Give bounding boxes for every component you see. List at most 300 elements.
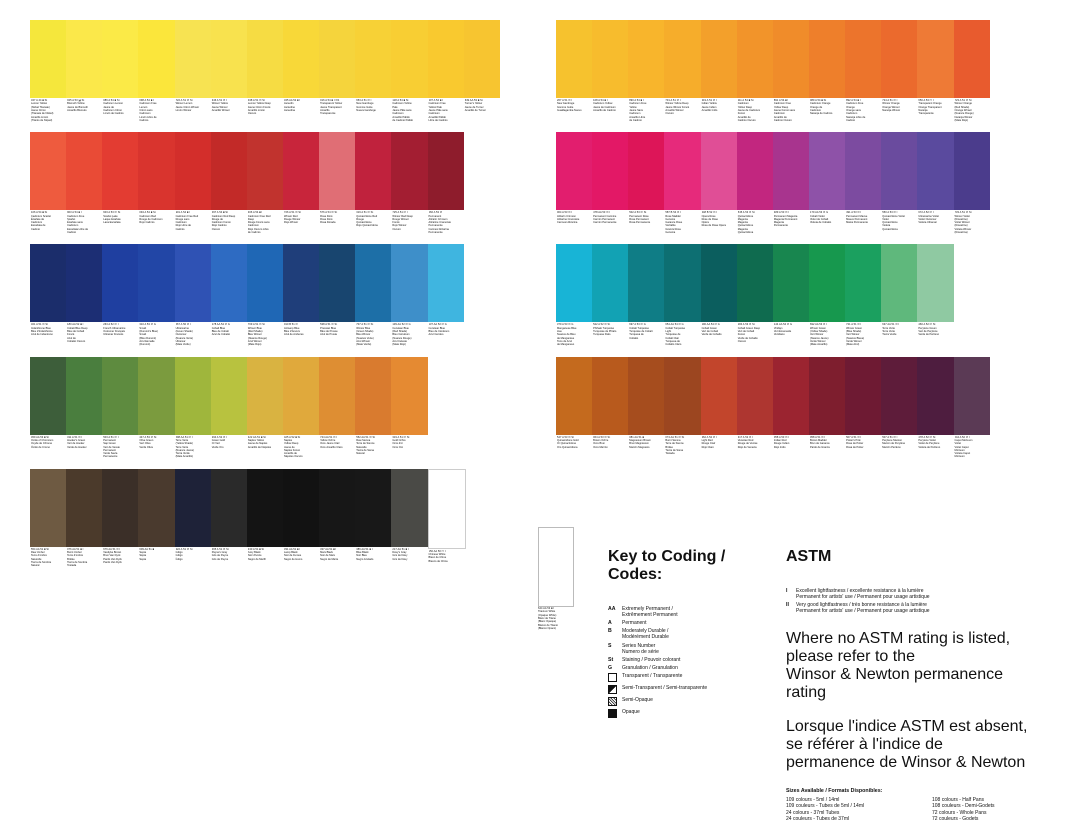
swatch-code: 653 A 51 ☑ I — [356, 99, 372, 102]
swatch-name-line: Turquoise de — [665, 333, 681, 337]
swatch-code: 064 A 53 ☑ St — [593, 435, 611, 439]
colour-swatch — [355, 469, 391, 568]
swatch-name-line: (Mate Verde) — [175, 343, 191, 347]
swatch-colour-patch — [737, 244, 773, 322]
swatch-code: 310 A 53 ☑ G — [139, 323, 156, 327]
swatch-meta — [737, 322, 773, 343]
colour-swatch — [319, 132, 355, 234]
colour-swatch — [664, 244, 700, 346]
colour-swatch — [102, 244, 138, 346]
colour-swatch — [881, 357, 917, 459]
swatch-code: 649 AA 53 ■ St — [464, 99, 483, 102]
swatch-name-line: Tierra de Sombra — [31, 561, 52, 565]
swatch-name-line: Sepia — [139, 557, 147, 561]
swatch-name-line: Burnt Umber — [67, 551, 82, 555]
swatch-colour-patch — [283, 244, 319, 322]
swatch-name-line: Jaune Pâle sans — [392, 109, 412, 112]
swatch-code: 744 AA 51 ☑ I — [320, 435, 338, 439]
swatch-name-line: Negro de Humo — [283, 557, 303, 561]
swatch-name-line: Antwerp Blue — [283, 326, 300, 330]
swatch-name — [31, 551, 65, 567]
swatch-colour-patch — [592, 132, 628, 210]
swatch-name-line: Terre d'ombre — [67, 554, 84, 558]
swatch-name-line: Tierra Verde — [175, 452, 190, 456]
colour-swatch — [737, 20, 773, 122]
swatch-name-line: Violet de Cobalt — [809, 217, 829, 221]
swatch-row — [556, 132, 1026, 234]
legend-item-text: Transparent / Transparente — [622, 673, 683, 680]
swatch-name-line: Cobalt Clair — [665, 336, 679, 340]
swatch-name — [810, 439, 844, 449]
swatch-name-line: Gris de Davy — [392, 557, 408, 561]
swatch-code: 603 A 53 ☑ St — [103, 211, 121, 215]
swatch-code: 709 A 51 ☑ St — [247, 323, 265, 327]
swatch-name-line: (Dioxazine) — [954, 217, 968, 221]
swatch-name-line: Blanc de Titane — [538, 617, 556, 620]
legend-item-text: Opaque — [622, 709, 640, 716]
swatch-name-line: Véritable — [665, 224, 676, 228]
swatch-code: 058 A 51 ☑ I — [809, 435, 826, 439]
swatch-colour-patch — [30, 357, 66, 435]
swatch-meta — [175, 435, 211, 459]
swatch-name-line: Cadmio — [139, 118, 149, 122]
swatch-code: 347 A 44 ■ St — [31, 99, 48, 102]
swatch-meta — [30, 322, 66, 336]
swatch-meta — [701, 210, 737, 228]
swatch-name-line: Genuine — [665, 217, 676, 221]
swatch-name-line: Titanium White — [538, 610, 556, 614]
swatch-code: 545 A 53 ☑ St — [737, 211, 755, 215]
swatch-name-line: (Blue Shade) — [846, 330, 862, 334]
swatch-name-line: Vert de Perylène — [918, 330, 938, 334]
swatch-colour-patch — [881, 20, 917, 98]
swatch-name — [774, 215, 808, 228]
swatch-name-line: Alizarine Cramoisie — [557, 217, 580, 221]
swatch-name-line: Marron de Perylène — [882, 442, 906, 446]
swatch-code: 707 A 51 ☑ St — [356, 323, 374, 327]
swatch-name-line: Amarillo Bismuto — [67, 109, 87, 112]
swatch-name-line: Quinacridone — [356, 221, 372, 225]
legend-item-text: Granulation / Granulation — [622, 665, 678, 672]
legend-key-title: Key to Coding / Codes: — [608, 548, 726, 584]
swatch-meta — [592, 435, 628, 449]
swatch-meta — [809, 98, 845, 116]
swatch-meta — [428, 549, 464, 563]
colour-swatch — [211, 357, 247, 459]
swatch-name-line: Payne's Gray — [211, 551, 228, 555]
swatch-meta — [30, 98, 66, 122]
colour-swatch — [138, 132, 174, 234]
swatch-name-line: (Bleu Dumont) — [139, 336, 157, 340]
swatch-name-line: Olive Green — [139, 438, 154, 442]
swatch-code: 058 A 53 ☑ I — [773, 435, 790, 439]
swatch-name-line: Deep — [247, 217, 255, 221]
swatch-name-line: Verde de Hooker — [67, 445, 87, 449]
swatch-name — [629, 327, 663, 340]
swatch-name — [176, 327, 210, 347]
swatch-name-line: Tostada — [67, 564, 77, 568]
swatch-name-line: Noir Bleu — [356, 554, 367, 558]
swatch-meta — [464, 98, 500, 112]
swatch-colour-patch — [102, 469, 138, 547]
swatch-code: 698 AA 51 ☑ I — [175, 435, 193, 439]
swatch-name-line: Nueva Gamboge — [356, 109, 376, 112]
colour-swatch — [664, 357, 700, 459]
swatch-meta — [917, 98, 953, 116]
swatch-name-line: de Manganèse — [557, 336, 575, 340]
swatch-code: 650 A 53 ☐ I — [918, 99, 934, 102]
swatch-name-line: Écarlate de — [31, 217, 45, 221]
swatch-name-line: Permanent Mauve — [846, 214, 868, 218]
swatch-meta — [954, 435, 990, 459]
swatch-name-line: (Nuance Verte) — [175, 336, 194, 340]
swatch-name — [774, 327, 808, 337]
swatch-name-line: Violeta de Cobalto — [809, 221, 832, 225]
swatch-name-line: Amarillo Libre — [629, 115, 646, 119]
swatch-name-line: Winsor Green — [809, 326, 826, 330]
swatch-name-line: Violeta Caput — [954, 452, 971, 456]
swatch-colour-patch — [102, 244, 138, 322]
swatch-name-line: New Gamboge — [557, 102, 575, 106]
swatch-name-line: Cadmium — [67, 224, 79, 228]
swatch-name-line: Rosa de Rosa Opera — [701, 224, 726, 228]
swatch-name-line: Citron sans — [139, 109, 153, 112]
swatch-colour-patch — [954, 132, 990, 210]
swatch-name-line: Rojo de Venecia — [737, 445, 757, 449]
swatch-meta — [247, 435, 283, 449]
swatch-meta — [247, 547, 283, 561]
swatch-name-line: Brown Madder — [809, 438, 827, 442]
swatch-meta — [283, 322, 319, 336]
swatch-name-line: Jaune de Naples — [247, 442, 268, 446]
swatch-colour-patch — [66, 357, 102, 435]
swatch-name-line: (Mate Azul) — [846, 343, 860, 347]
swatch-colour-patch — [319, 244, 355, 322]
swatch-name-line: Amarillo — [320, 109, 330, 112]
swatch-name-line: Cadmium Free — [139, 102, 157, 106]
swatch-meta — [175, 210, 211, 231]
swatch-name-line: Transparente — [918, 112, 934, 116]
swatch-code: 478 AA 53 ☑ I — [593, 211, 611, 215]
swatch-name-line: Amarillo de — [283, 452, 297, 456]
swatch-colour-patch — [809, 132, 845, 210]
swatch-meta — [319, 210, 355, 224]
swatch-meta — [664, 322, 700, 346]
swatch-name-line: Verde Winsor — [809, 339, 826, 343]
swatch-name-line: Verde Oro — [211, 445, 224, 449]
swatch-name-line: Naranja Libre de — [846, 115, 866, 119]
swatch-code: 098 A 54 ■ I — [139, 99, 154, 102]
swatch-name-line: Naples — [283, 438, 293, 442]
colour-swatch — [592, 357, 628, 459]
swatch-name-line: Ocre Oro — [392, 445, 404, 449]
legend-item-text: Staining / Pouvoir colorant — [622, 656, 681, 663]
swatch-meta — [773, 98, 809, 122]
swatch-name — [738, 215, 772, 235]
swatch-name — [248, 327, 282, 347]
swatch-code: 362 A 52 ☑ I — [701, 435, 717, 439]
swatch-name-line: Turquesa de — [665, 339, 680, 343]
swatch-code: 178 AA 54 ☑ G — [211, 323, 230, 327]
swatch-name — [103, 327, 137, 337]
swatch-name-line: Tostada — [665, 452, 675, 456]
swatch-name — [810, 327, 844, 347]
swatch-code: 144 AA 54 ☑ G — [773, 323, 793, 327]
swatch-meta — [556, 210, 592, 224]
swatch-meta — [247, 210, 283, 234]
swatch-name-line: Rouge de — [211, 217, 223, 221]
swatch-name-line: Quinacridone Violet — [882, 214, 905, 218]
swatch-name — [248, 215, 282, 235]
swatch-name-line: Cadmium — [737, 102, 749, 106]
swatch-code: 004 A 53 ☑ I — [557, 211, 573, 215]
swatch-meta — [428, 322, 464, 336]
swatch-name-line: Violet Outremer — [918, 217, 937, 221]
swatch-colour-patch — [66, 244, 102, 322]
swatch-name-line: Cadmium Citron — [103, 109, 123, 112]
swatch-colour-patch — [592, 244, 628, 322]
swatch-name-line: Oscuro — [665, 112, 674, 116]
swatch-name-line: (Nuance Bleue) — [846, 336, 865, 340]
swatch-name-line: Violet — [954, 442, 961, 446]
swatch-name-line: Raw Umber — [31, 551, 45, 555]
colour-swatch — [664, 20, 700, 122]
swatch-name — [392, 551, 426, 561]
colour-swatch — [845, 20, 881, 122]
swatch-colour-patch — [211, 20, 247, 98]
colour-swatch — [917, 20, 953, 122]
swatch-colour-patch — [556, 132, 592, 210]
swatch-code: 547 A 53 ☑ St — [557, 435, 574, 439]
swatch-meta — [66, 547, 102, 568]
swatch-name-line: Terre Verte — [882, 330, 895, 334]
swatch-colour-patch — [138, 357, 174, 435]
swatch-name — [139, 327, 173, 347]
swatch-name-line: Lemon — [139, 105, 148, 109]
swatch-name-line: Cadmium Yellow — [392, 102, 412, 106]
swatch-name — [593, 215, 627, 225]
swatch-name-line: Turquesa Ftalo — [593, 333, 611, 337]
swatch-name-line: Ocre Amarillo Claro — [320, 445, 343, 449]
swatch-name — [665, 327, 699, 347]
swatch-code: 901 A 54 ■ I — [175, 211, 190, 215]
swatch-name-line: Jaune Indien — [701, 105, 717, 109]
swatch-meta — [881, 98, 917, 112]
swatch-name-line: Gualdagamba Nuevo — [557, 109, 582, 112]
swatch-name-line: Violet Winsor — [954, 221, 970, 225]
dot-square-icon — [608, 697, 617, 706]
swatch-code: 644 AA 53 ■ I — [538, 607, 555, 610]
colour-swatch — [102, 357, 138, 459]
swatch-colour-patch — [809, 20, 845, 98]
swatch-name-line: Rose Doré — [320, 217, 333, 221]
sizes-title: Sizes Available / Formats Disponibles: — [786, 788, 883, 795]
swatch-meta — [773, 322, 809, 336]
colour-swatch — [737, 244, 773, 346]
swatch-meta — [211, 435, 247, 449]
swatch-name-line: Winsor Lemon — [175, 102, 193, 106]
legend-item-symbol: G — [608, 665, 613, 672]
swatch-name — [392, 327, 426, 347]
swatch-colour-patch — [592, 357, 628, 435]
swatch-name-line: Noir de Mars — [320, 554, 335, 558]
swatch-name-line: Outremer Français — [103, 330, 125, 334]
swatch-colour-patch — [701, 132, 737, 210]
swatch-code: 294 A 52 ☑ I — [211, 435, 227, 439]
swatch-name-line: (Nickel Titanate) — [31, 105, 50, 109]
swatch-name-line: Cerulean Blue — [392, 326, 409, 330]
swatch-meta — [102, 435, 138, 459]
swatch-name — [465, 102, 499, 112]
swatch-meta — [881, 210, 917, 231]
swatch-name-line: Cerulean Blue — [428, 326, 445, 330]
swatch-name — [918, 327, 952, 337]
swatch-name-line: Rojo Cadmio — [139, 221, 155, 225]
legend-key — [608, 527, 776, 721]
swatch-meta — [66, 322, 102, 343]
swatch-meta — [592, 322, 628, 336]
colour-swatch — [391, 357, 427, 459]
swatch-meta — [283, 435, 319, 459]
swatch-name-line: Permanent — [103, 438, 116, 442]
swatch-meta — [319, 322, 355, 336]
swatch-code: 331 AA 51 ■ I — [283, 547, 301, 551]
swatch-name-line: Rojo Winsor — [283, 221, 299, 225]
swatch-code: 263 A 52 ☑ I — [103, 323, 119, 327]
open-square-icon — [608, 673, 617, 682]
swatch-name-line: Naranja — [918, 109, 928, 112]
swatch-meta — [773, 210, 809, 228]
swatch-code: 311 A 51 ☑ I — [67, 435, 83, 439]
titanium-white-swatch — [538, 527, 574, 630]
swatch-colour-patch — [355, 469, 391, 547]
swatch-colour-patch — [773, 20, 809, 98]
swatch-name-line: Carmesí Alizarina — [557, 221, 578, 225]
swatch-name-line: Amarillo de Nápoles — [247, 445, 272, 449]
swatch-meta — [211, 98, 247, 112]
swatch-name — [139, 439, 173, 449]
swatch-name-line: Amarillo Pálido — [392, 115, 410, 119]
swatch-meta — [211, 210, 247, 231]
swatch-code: 118 A 54 ■ St — [392, 99, 409, 102]
swatch-name-line: Magenta — [773, 221, 784, 225]
swatch-name-line: (Nuance Verte) — [356, 336, 374, 340]
swatch-name-line: Bismuth Yellow — [67, 102, 85, 106]
swatch-name — [67, 551, 101, 567]
swatch-name — [212, 215, 246, 231]
swatch-name-line: Azul Esmalte — [139, 339, 155, 343]
swatch-row — [30, 20, 500, 122]
swatch-name-line: Índigo — [175, 557, 183, 561]
colour-swatch — [954, 357, 990, 459]
legend-item-symbol — [608, 709, 622, 719]
swatch-name-line: Cadmium — [139, 112, 151, 116]
colour-swatch — [701, 244, 737, 346]
swatch-code: 722 A 51 ☑ St — [175, 99, 193, 102]
swatch-name-line: Manganese Blue — [557, 326, 577, 330]
swatch-name-line: Azul Winsor — [356, 339, 371, 343]
swatch-name-line: Terre de Sienne — [356, 442, 375, 446]
legend-item-text: Moderately Durable / Modérément Durable — [622, 628, 669, 641]
swatch-name-line: Cadmio — [67, 231, 77, 235]
swatch-name-line: Granza Rosa — [665, 227, 681, 231]
swatch-name-line: Permanent — [103, 448, 116, 452]
swatch-name-line: Quinacridone — [882, 221, 898, 225]
swatch-code: 637 AA 51 ☑ I — [882, 323, 900, 327]
swatch-name — [212, 551, 246, 561]
swatch-colour-patch — [881, 244, 917, 322]
swatch-name-line: Violet — [882, 217, 889, 221]
swatch-code: 319 A 51 ☑ St — [356, 211, 374, 215]
swatch-colour-patch — [664, 357, 700, 435]
swatch-name-line: Yellow — [629, 105, 637, 109]
colour-swatch — [592, 244, 628, 346]
colour-swatch — [138, 357, 174, 459]
astm-item-text: Very good lightfastness / très bonne resistance à la lumière Permanent for artists' use / Permanent pour usage artistique — [796, 601, 930, 615]
right-swatch-block — [556, 20, 1026, 469]
swatch-code: 076 AA 51 ■ I — [67, 547, 84, 551]
swatch-name-line: Azul de — [67, 336, 76, 340]
swatch-name-line: Cadmium Red — [139, 214, 156, 218]
colour-swatch — [138, 20, 174, 122]
swatch-meta — [247, 98, 283, 116]
swatch-name-line: Foncé — [737, 112, 745, 116]
swatch-colour-patch — [138, 20, 174, 98]
swatch-name-line: Verde de Cobalto — [737, 336, 758, 340]
swatch-name-line: Perylene Maroon — [882, 438, 903, 442]
swatch-name-line: Opera Rose — [701, 214, 716, 218]
swatch-name-line: Quinacridone — [737, 224, 754, 228]
swatch-name — [593, 327, 627, 337]
swatch-name — [31, 439, 65, 449]
swatch-colour-patch — [247, 132, 283, 210]
swatch-name-line: Vert Winsor — [809, 333, 824, 337]
swatch-meta — [737, 98, 773, 122]
swatch-code: 733 A 51 ☑ St — [954, 211, 972, 215]
colour-swatch — [175, 469, 211, 568]
swatch-name — [176, 551, 210, 561]
swatch-name-line: Cobalto Oscuro — [67, 339, 86, 343]
swatch-name-line: Magenta — [737, 227, 748, 231]
swatch-name — [176, 439, 210, 459]
swatch-code: 179 AA 53 ☑ G — [809, 211, 829, 215]
swatch-name — [103, 439, 137, 459]
swatch-colour-patch — [211, 469, 247, 547]
swatch-meta — [845, 322, 881, 346]
swatch-code: 386 AA 51 ■ I — [356, 547, 373, 551]
swatch-name-line: Oscuro — [247, 112, 257, 116]
swatch-colour-patch — [319, 20, 355, 98]
swatch-name-line: Magnesium Brown — [629, 438, 651, 442]
left-swatch-block — [30, 20, 500, 578]
swatch-name-line: Garance Rose — [665, 221, 683, 225]
swatch-name-line: Rojo Indio — [773, 445, 786, 449]
swatch-meta — [628, 210, 664, 224]
swatch-name — [810, 102, 844, 115]
swatch-name-line: Potter's Pink — [846, 438, 861, 442]
swatch-name — [320, 215, 354, 225]
swatch-name-line: Chinese White — [428, 553, 446, 557]
swatch-name-line: Jaune Citron Winsor — [175, 105, 200, 109]
swatch-code: 903 A 54 ■ I — [67, 211, 82, 215]
legend-item — [608, 606, 776, 618]
swatch-name-line: Winsor Blue — [247, 326, 262, 330]
swatch-colour-patch — [211, 244, 247, 322]
swatch-name-line: Ocre Brun — [593, 442, 605, 446]
swatch-name-line: Ultramarine Violet — [918, 214, 939, 218]
swatch-row — [30, 357, 500, 459]
swatch-name-line: Terre Verte — [882, 326, 895, 330]
